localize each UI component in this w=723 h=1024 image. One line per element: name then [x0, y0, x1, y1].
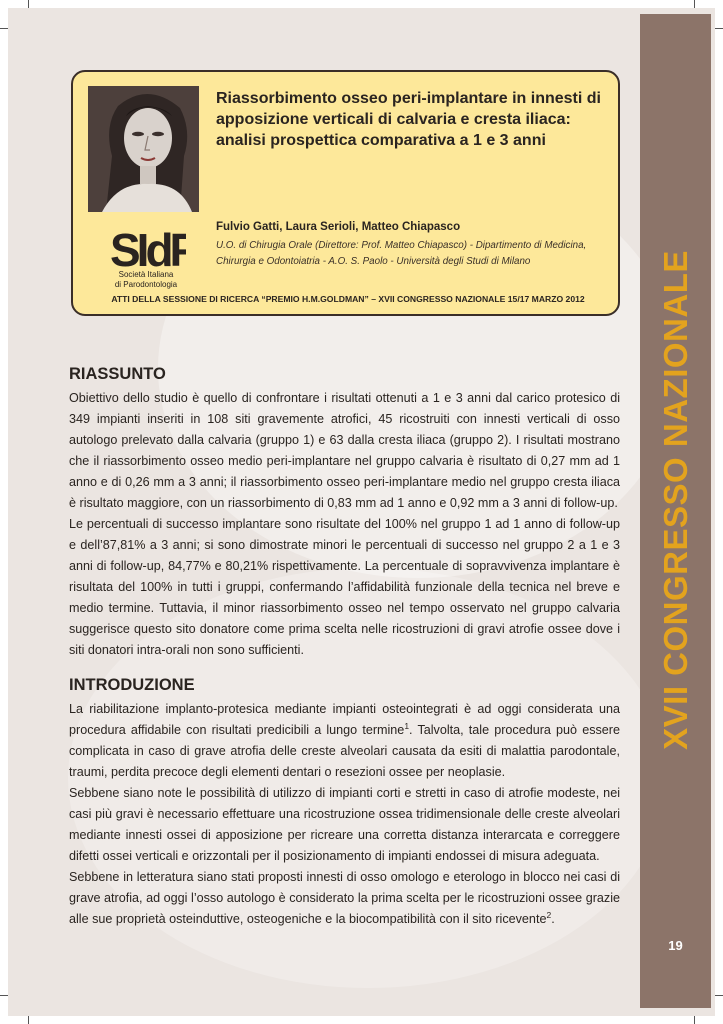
text-run: .	[551, 912, 555, 926]
footnote-ref: 1	[404, 720, 410, 731]
sidebar-title: XVII CONGRESSO NAZIONALE	[657, 250, 694, 750]
article-authors: Fulvio Gatti, Laura Serioli, Matteo Chiapasco	[216, 221, 461, 233]
text-run: Sebbene in letteratura siano stati proposti innesti di osso omologo e eterologo in blocco nei casi di grave atrofia, ad oggi l’osso autologo è considerato la prima scelta per le ricostruzioni ossee grazie alle sue proprietà osteinduttive, osteogeniche e la biocompatibilità con il sito ricevente	[69, 870, 620, 926]
logo-text: SIdP	[110, 224, 186, 272]
paragraph	[69, 699, 620, 783]
session-line: ATTI DELLA SESSIONE DI RICERCA “PREMIO H.M.GOLDMAN” – XVII CONGRESSO NAZIONALE 15/17 MARZO 2012	[111, 294, 585, 304]
paragraph: Le percentuali di successo implantare sono risultate del 100% nel gruppo 1 ad 1 anno di follow-up e dell’87,81% a 3 anni; si sono dimostrate minori le percentuali di successo nel gruppo 2 a 1 e 3 anni di follow-up, 84,77% e 80,21% rispettivamente. La percentuale di sopravvivenza implantare è risultata del 100% in tutti i gruppi, confermando l’affidabilità funzionale della tecnica nel breve e medio termine. Tuttavia, il minor riassorbimento osseo nel tempo osservato nel gruppo calvaria suggerisce questo sito donatore come prima scelta nelle ricostruzioni di gravi atrofie ossee dove i siti donatori intra-orali non sono sufficienti.	[69, 517, 620, 657]
paragraph	[69, 867, 620, 930]
society-name	[86, 270, 206, 290]
page-number: 19	[668, 938, 683, 953]
article-title: Riassorbimento osseo peri-implantare in innesti di apposizione verticali di calvaria e cresta iliaca: analisi prospettica comparativa a 1 e 3 anni	[216, 90, 601, 149]
society-line: Società Italiana	[118, 270, 174, 279]
text-run: . Talvolta, tale procedura può essere complicata in caso di grave atrofia delle creste alveolari causata da esiti di malattia parodontale, traumi, perdita precoce degli elementi dentari o resezioni ossee per neoplasie.	[69, 723, 620, 779]
society-line: di Parodontologia	[114, 280, 178, 289]
sidp-logo	[108, 222, 186, 272]
portrait-image	[88, 86, 199, 212]
article-body	[69, 360, 620, 930]
section-heading-introduzione: INTRODUZIONE	[69, 676, 195, 694]
article-affiliation: U.O. di Chirugia Orale (Direttore: Prof. Matteo Chiapasco) - Dipartimento di Medicina, Chirurgia e Odontoiatria - A.O. S. Paolo - Università degli Studi di Milano	[216, 240, 587, 267]
paragraph: Obiettivo dello studio è quello di confrontare i risultati ottenuti a 1 e 3 anni dal carico protesico di 349 impianti inseriti in 108 siti gravemente atrofici, 45 ricostruiti con innesti verticali di osso autologo prelevato dalla calvaria (gruppo 1) e 63 dalla cresta iliaca (gruppo 2). I risultati mostrano che il riassorbimento osseo medio peri-implantare nel gruppo calvaria è risultato di 0,27 mm ad 1 anno e di 0,26 mm a 3 anni; il riassorbimento osseo peri-implantare medio nel gruppo cresta iliaca è risultato maggiore, con un riassorbimento di 0,83 mm ad 1 anno e 0,92 mm a 3 anni di follow-up.	[69, 391, 620, 510]
paragraph: Sebbene siano note le possibilità di utilizzo di impianti corti e stretti in caso di atrofie modeste, nei casi più gravi è necessario effettuare una ricostruzione ossea tridimensionale delle creste alveolari mediante innesti ossei di apposizione per ricreare una corretta distanza interarcata e correggere difetti ossei verticali e orizzontali per il posizionamento di impianti endossei di misura adeguata.	[69, 786, 620, 863]
footnote-ref: 2	[546, 909, 552, 920]
text-run: La riabilitazione implanto-protesica mediante impianti osteointegrati è ad oggi considerata una procedura affidabile con risultati predicibili a lungo termine	[69, 702, 620, 737]
section-heading-riassunto: RIASSUNTO	[69, 365, 166, 383]
